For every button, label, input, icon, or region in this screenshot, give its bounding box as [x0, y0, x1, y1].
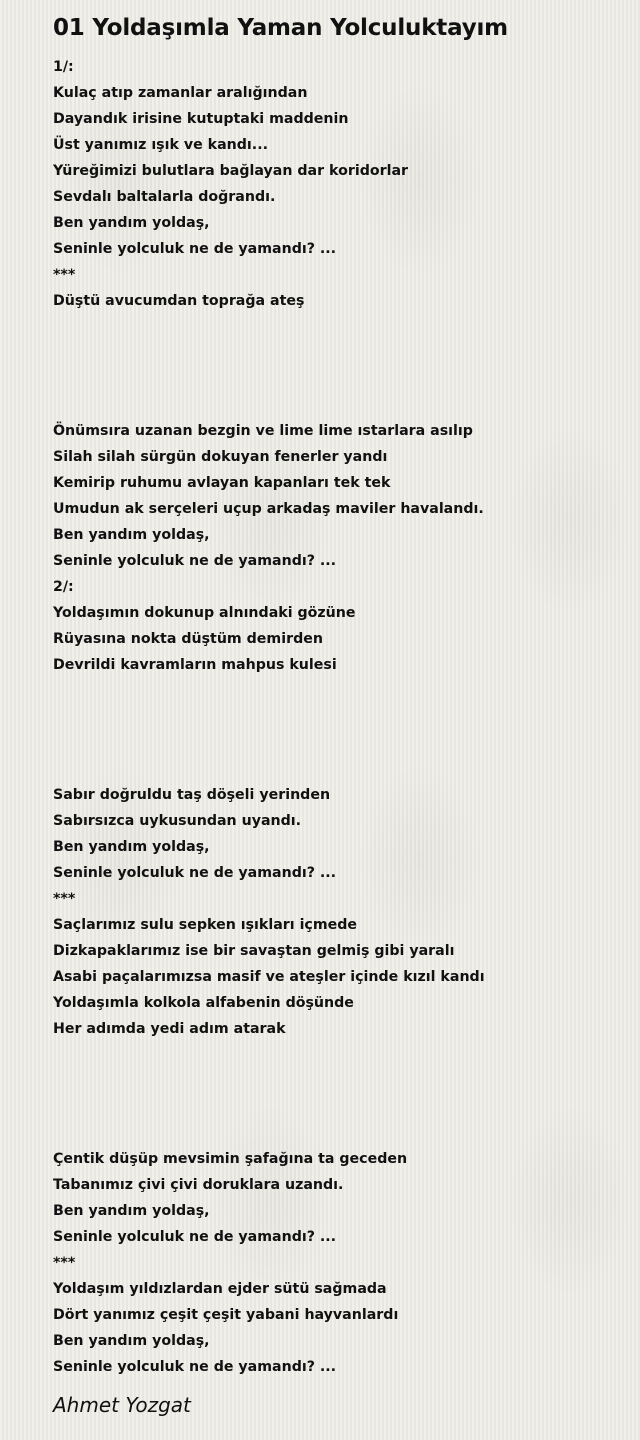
poem-line: Dört yanımız çeşit çeşit yabani hayvanlardı	[53, 1307, 399, 1323]
stanza-gap	[53, 1120, 623, 1146]
poem-line: Seninle yolculuk ne de yamandı? ...	[53, 865, 337, 881]
poem-line: Sevdalı baltalarla doğrandı.	[53, 189, 276, 205]
poem-line: Yoldaşım yıldızlardan ejder sütü sağmada	[53, 1281, 387, 1297]
poem-line: Saçlarımız sulu sepken ışıkları içmede	[53, 917, 358, 933]
poem-line: Ben yandım yoldaş,	[53, 1203, 210, 1219]
stanza-separator: ***	[53, 1255, 76, 1271]
poem-line: Sabır doğruldu taş döşeli yerinden	[53, 787, 331, 803]
poem-line: Kemirip ruhumu avlayan kapanları tek tek	[53, 475, 391, 491]
stanza-gap	[53, 314, 623, 340]
poem-line: Yoldaşımla kolkola alfabenin döşünde	[53, 995, 354, 1011]
poem-line: Üst yanımız ışık ve kandı...	[53, 137, 268, 153]
poem-line: Seninle yolculuk ne de yamandı? ...	[53, 553, 337, 569]
poem-line: Ben yandım yoldaş,	[53, 527, 210, 543]
poem-title: 01 Yoldaşımla Yaman Yolculuktayım	[53, 15, 508, 41]
poem-line: Tabanımız çivi çivi doruklara uzandı.	[53, 1177, 344, 1193]
stanza-gap	[53, 730, 623, 756]
poem-line: Önümsıra uzanan bezgin ve lime lime ıstarlara asılıp	[53, 423, 473, 439]
poem-line: 1/:	[53, 59, 74, 75]
poem-line: Ben yandım yoldaş,	[53, 215, 210, 231]
stanza-gap	[53, 678, 623, 704]
stanza-gap	[53, 704, 623, 730]
poem-line: Kulaç atıp zamanlar aralığından	[53, 85, 308, 101]
poem-author: Ahmet Yozgat	[53, 1393, 191, 1417]
poem-line: Ben yandım yoldaş,	[53, 1333, 210, 1349]
poem-line: Seninle yolculuk ne de yamandı? ...	[53, 1229, 337, 1245]
stanza-gap	[53, 392, 623, 418]
poem-line: Seninle yolculuk ne de yamandı? ...	[53, 1359, 337, 1375]
poem-line: Devrildi kavramların mahpus kulesi	[53, 657, 337, 673]
poem-line: Seninle yolculuk ne de yamandı? ...	[53, 241, 337, 257]
stanza-gap	[53, 1042, 623, 1068]
poem-line: Dizkapaklarımız ise bir savaştan gelmiş gibi yaralı	[53, 943, 455, 959]
stanza-gap	[53, 1094, 623, 1120]
poem-line: Umudun ak serçeleri uçup arkadaş maviler havalandı.	[53, 501, 484, 517]
stanza-separator: ***	[53, 267, 76, 283]
poem-line: Düştü avucumdan toprağa ateş	[53, 293, 305, 309]
poem-line: 2/:	[53, 579, 74, 595]
stanza-gap	[53, 366, 623, 392]
poem-line: Sabırsızca uykusundan uyandı.	[53, 813, 302, 829]
poem-line: Rüyasına nokta düştüm demirden	[53, 631, 323, 647]
poem-line: Çentik düşüp mevsimin şafağına ta geceden	[53, 1151, 408, 1167]
stanza-gap	[53, 756, 623, 782]
poem-page	[53, 10, 623, 1418]
stanza-gap	[53, 1068, 623, 1094]
poem-line: Her adımda yedi adım atarak	[53, 1021, 286, 1037]
poem-body	[53, 54, 623, 1380]
poem-line: Asabi paçalarımızsa masif ve ateşler içinde kızıl kandı	[53, 969, 485, 985]
poem-line: Silah silah sürgün dokuyan fenerler yandı	[53, 449, 388, 465]
poem-line: Dayandık irisine kutuptaki maddenin	[53, 111, 349, 127]
poem-line: Yüreğimizi bulutlara bağlayan dar koridorlar	[53, 163, 409, 179]
stanza-separator: ***	[53, 891, 76, 907]
poem-line: Yoldaşımın dokunup alnındaki gözüne	[53, 605, 356, 621]
poem-line: Ben yandım yoldaş,	[53, 839, 210, 855]
stanza-gap	[53, 340, 623, 366]
